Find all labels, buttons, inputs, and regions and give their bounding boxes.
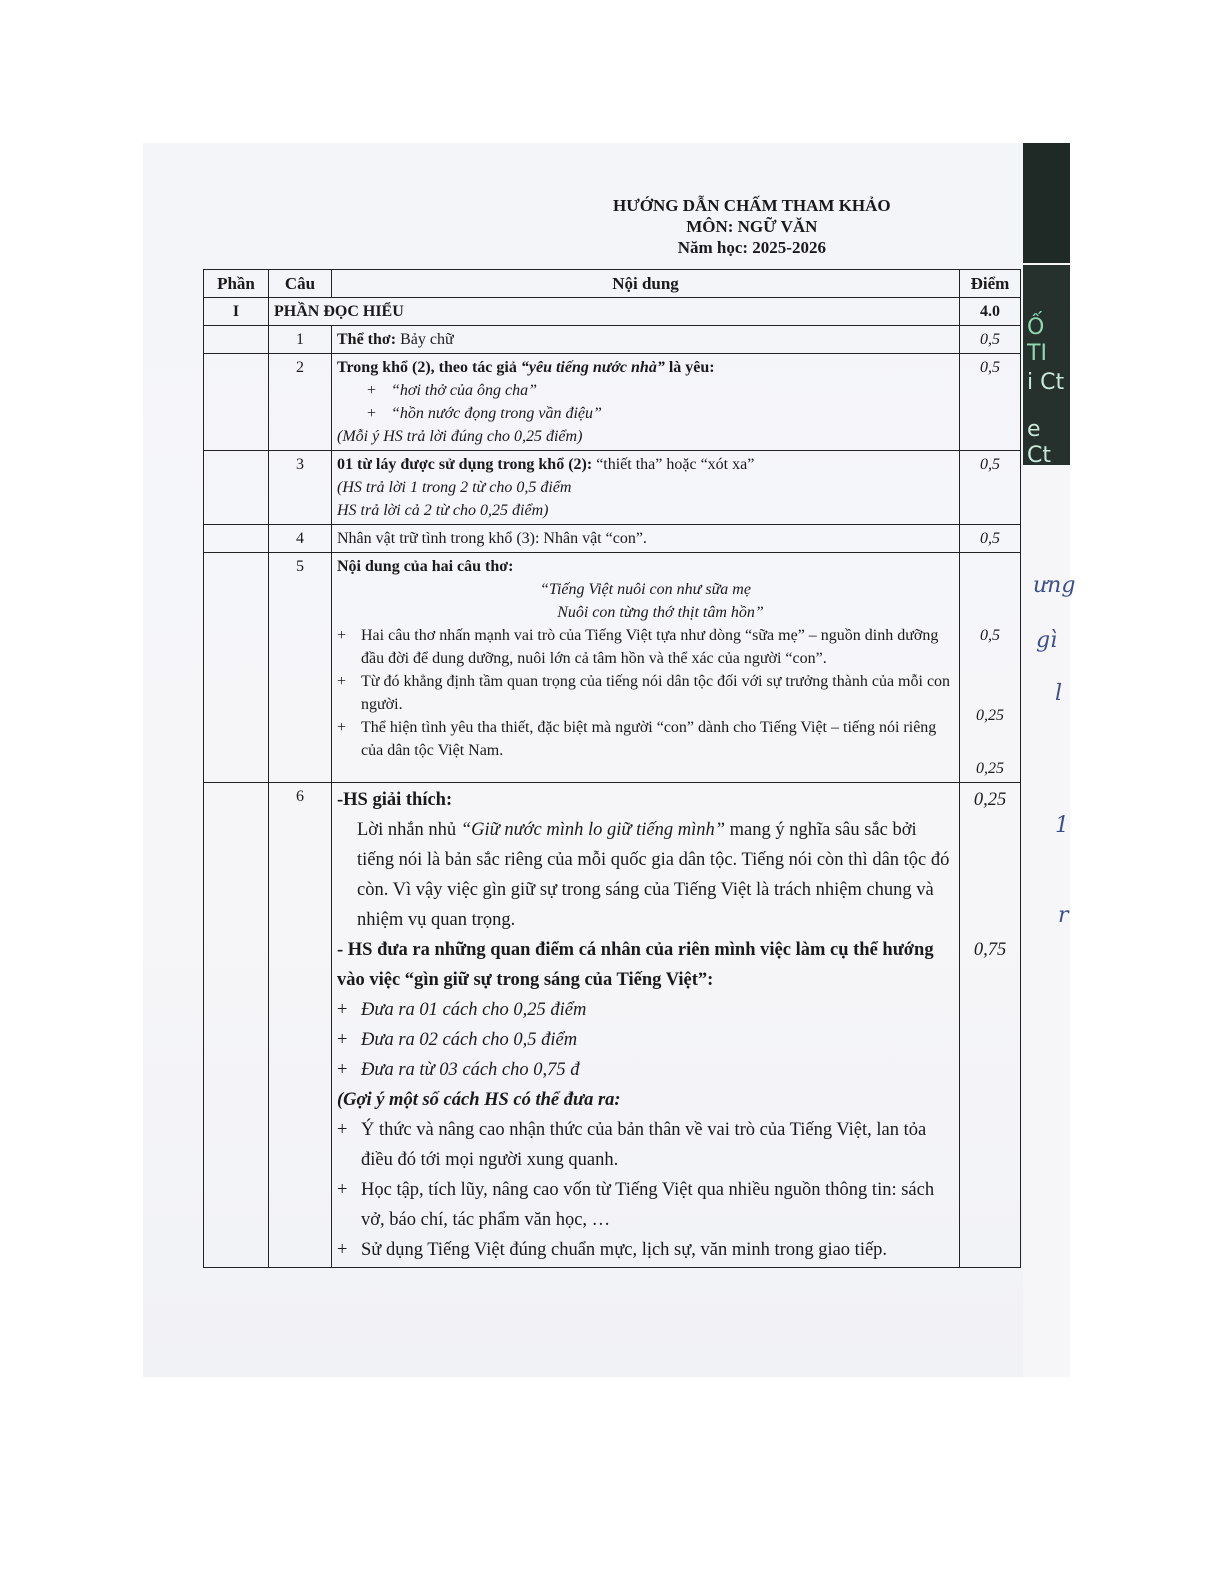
answer-content: -HS giải thích: Lời nhắn nhủ “Giữ nước mình lo giữ tiếng mình” mang ý nghĩa sâu sắc bởi tiếng nói là bản sắc riêng của mỗi quốc gia dân tộc. Tiếng nói còn thì dân tộc đó còn. Vì vậy việc gìn giữ sự trong sáng của Tiếng Việt là trách nhiệm chung và nhiệm vụ quan trọng. - HS đưa ra những quan điểm cá nhân của riên mình việc làm cụ thể hướng vào việc “gìn giữ sự trong sáng của Tiếng Việt”: + Đưa ra 01 cách cho 0,25 điểm + Đưa ra 02 cách cho 0,5 điểm + Đưa ra từ 03 cách cho 0,75 đ (Gợi ý một số cách HS có thể đưa ra: + Ý thức và nâng cao nhận thức của bản thân về vai trò của Tiếng Việt, lan tỏa điều đó tới mọi người xung quanh. + Học tập, tích lũy, nâng cao vốn từ Tiếng Việt qua nhiều nguồn thông tin: sách vở, báo chí, tác phẩm văn học, … + Sử dụng Tiếng Việt đúng chuẩn mực, lịch sự, văn minh trong giao tiếp. (332, 783, 960, 1268)
table-row (204, 451, 1021, 525)
answer-content: Nội dung của hai câu thơ: “Tiếng Việt nuôi con như sữa mẹ Nuôi con từng thớ thịt tâm hồn” + Hai câu thơ nhấn mạnh vai trò của Tiếng Việt tựa như dòng “sữa mẹ” – nguồn dinh dưỡng đầu đời để dung dưỡng, nuôi lớn cả tâm hồn và thể xác của người “con”. + Từ đó khẳng định tầm quan trọng của tiếng nói dân tộc đối với sự trưởng thành của mỗi con người. + Thể hiện tình yêu tha thiết, đặc biệt mà người “con” dành cho Tiếng Việt – tiếng nói riêng của dân tộc Việt Nam. (332, 553, 960, 783)
screen-text: e Ct (1027, 417, 1051, 468)
cau-number: 1 (269, 326, 332, 354)
answer-content: Nhân vật trữ tình trong khổ (3): Nhân vật “con”. (332, 525, 960, 553)
screen-text: i Ct (1027, 370, 1065, 395)
score: 0,5 (960, 354, 1021, 451)
background-dark-strip (1016, 143, 1070, 263)
table-row (204, 354, 1021, 451)
document-subject: MÔN: NGỮ VĂN (686, 217, 818, 236)
document-year: Năm học: 2025-2026 (677, 238, 826, 257)
section-row (204, 298, 1021, 326)
answer-content: Trong khổ (2), theo tác giả “yêu tiếng nước nhà” là yêu: + “hơi thở của ông cha” + “hồn nước đọng trong vần điệu” (Mỗi ý HS trả lời đúng cho 0,25 điểm) (332, 354, 960, 451)
answer-content: Thể thơ: Bảy chữ (332, 326, 960, 354)
section-phan: I (204, 298, 269, 326)
score: 0,25 0,75 (960, 783, 1021, 1268)
handwriting: ưng (1033, 573, 1076, 598)
table-header-row (204, 270, 1021, 298)
background-screen (1023, 265, 1070, 468)
score: 0,5 0,25 0,25 (960, 553, 1021, 783)
screen-text: Ố TI (1027, 315, 1047, 366)
handwriting: r (1058, 903, 1069, 928)
paper-sheet (143, 143, 1023, 1377)
score: 0,5 (960, 326, 1021, 354)
table-row (204, 525, 1021, 553)
document-header (613, 195, 891, 258)
grading-table (203, 269, 1021, 1268)
handwriting: gì (1036, 628, 1058, 653)
cau-number: 3 (269, 451, 332, 525)
score: 0,5 (960, 451, 1021, 525)
section-title: PHẦN ĐỌC HIỂU (269, 298, 960, 326)
score: 0,5 (960, 525, 1021, 553)
document-photo (143, 143, 1076, 1377)
col-header-noidung: Nội dung (332, 270, 960, 298)
document-title: HƯỚNG DẪN CHẤM THAM KHẢO (613, 196, 891, 215)
table-row (204, 553, 1021, 783)
table-row (204, 783, 1021, 1268)
section-diem: 4.0 (960, 298, 1021, 326)
col-header-diem: Điểm (960, 270, 1021, 298)
table-row (204, 326, 1021, 354)
cau-number: 5 (269, 553, 332, 783)
handwriting: l (1055, 681, 1063, 706)
handwriting: 1 (1055, 813, 1069, 838)
answer-content: 01 từ láy được sử dụng trong khổ (2): “thiết tha” hoặc “xót xa” (HS trả lời 1 trong 2 từ cho 0,5 điểm HS trả lời cả 2 từ cho 0,25 điểm) (332, 451, 960, 525)
col-header-phan: Phần (204, 270, 269, 298)
col-header-cau: Câu (269, 270, 332, 298)
cau-number: 6 (269, 783, 332, 1268)
cau-number: 4 (269, 525, 332, 553)
cau-number: 2 (269, 354, 332, 451)
